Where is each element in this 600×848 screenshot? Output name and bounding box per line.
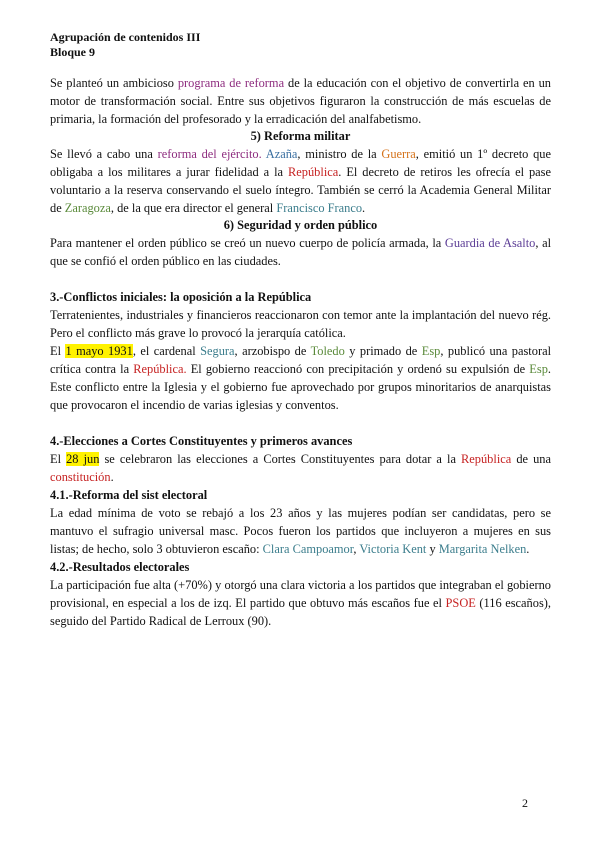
paragraph-education-reform: Se planteó un ambicioso programa de reforma de la educación con el objetivo de convertirla en un motor de transformación social. Entre sus objetivos figuraron la construcción de más escuelas de primaria, la formación del profesorado y la erradicación del analfabetismo. <box>50 76 551 126</box>
document-title: Agrupación de contenidos III <box>50 30 201 44</box>
term-constitucion: constitución <box>50 470 111 484</box>
paragraph-voto: La edad mínima de voto se rebajó a los 23 años y las mujeres podían ser candidatas, pero se mantuvo el sufragio universal masc. Pocos fueron los partidos que incluyeron a mujeres en sus listas; de hecho, solo 3 obtuvieron escaño: Clara Campoamor, Victoria Kent y Margarita Nelken. <box>50 506 551 556</box>
term-psoe: PSOE <box>445 596 476 610</box>
term-toledo: Toledo <box>310 344 345 358</box>
section-heading-conflictos: 3.-Conflictos iniciales: la oposición a la República <box>50 290 312 304</box>
paragraph-28-jun: El 28 jun se celebraron las elecciones a Cortes Constituyentes para dotar a la República de una constitución. <box>50 452 552 484</box>
term-zaragoza: Zaragoza <box>64 201 111 215</box>
term-republica: República <box>288 165 339 179</box>
term-guardia-asalto: Guardia de Asalto <box>444 236 536 250</box>
heading-seguridad-orden: 6) Seguridad y orden público <box>223 218 378 232</box>
paragraph-military-reform: Se llevó a cabo una reforma del ejército. Azaña, ministro de la Guerra, emitió un 1º decreto que obligaba a los militares a jurar fidelidad a la República. El decreto de retiros les ofrecía el pase voluntario a la reserva conservando el suelo íntegro. También se cerró la Academia General Militar de Zaragoza, de la que era director el general Francisco Franco. <box>50 147 552 215</box>
subsection-heading-sist-electoral: 4.1.-Reforma del sist electoral <box>50 488 208 502</box>
date-28-jun: 28 jun <box>66 452 100 466</box>
document-page <box>50 30 551 630</box>
section-heading-elecciones: 4.-Elecciones a Cortes Constituyentes y primeros avances <box>50 434 353 448</box>
page-number: 2 <box>522 796 528 810</box>
term-guerra: Guerra <box>381 147 416 161</box>
paragraph-cardenal-segura: El 1 mayo 1931, el cardenal Segura, arzobispo de Toledo y primado de Esp, publicó una pastoral crítica contra la República. El gobierno reaccionó con precipitación y ordenó su expulsión de Esp. Este conflicto entre la Iglesia y el gobierno fue aprovechado por grupos minoritarios de anarquistas que provocaron el incendio de varias iglesias y conventos. <box>50 344 552 412</box>
term-clara-campoamor: Clara Campoamor <box>262 542 354 556</box>
term-francisco-franco: Francisco Franco <box>276 201 363 215</box>
term-reforma-ejercito: reforma del ejército. <box>157 147 262 161</box>
link-programa-reforma: programa de reforma <box>177 76 285 90</box>
block-label: Bloque 9 <box>50 45 96 59</box>
term-esp: Esp <box>421 344 441 358</box>
term-republica-3: República <box>461 452 512 466</box>
paragraph-public-order: Para mantener el orden público se creó un nuevo cuerpo de policía armada, la Guardia de Asalto, al que se confió el orden público en las ciudades. <box>50 236 552 268</box>
subsection-heading-resultados: 4.2.-Resultados electorales <box>50 560 190 574</box>
term-republica-2: República. <box>133 362 187 376</box>
date-1-mayo-1931: 1 mayo 1931 <box>65 344 133 358</box>
term-azana: Azaña <box>265 147 298 161</box>
term-segura: Segura <box>200 344 235 358</box>
term-margarita-nelken: Margarita Nelken <box>438 542 527 556</box>
heading-reforma-militar: 5) Reforma militar <box>250 129 351 143</box>
paragraph-resultados: La participación fue alta (+70%) y otorgó una clara victoria a los partidos que integraban el gobierno provisional, en especial a los de izq. El partido que obtuvo más escaños fue el PSOE (116 escaños), seguido del Partido Radical de Lerroux (90). <box>50 578 551 628</box>
term-esp-2: Esp <box>529 362 548 376</box>
paragraph-terratenientes: Terratenientes, industriales y financieros reaccionaron con temor ante la implantación del nuevo rég. Pero el conflicto más grave lo provocó la jerarquía católica. <box>50 308 551 340</box>
term-victoria-kent: Victoria Kent <box>359 542 427 556</box>
